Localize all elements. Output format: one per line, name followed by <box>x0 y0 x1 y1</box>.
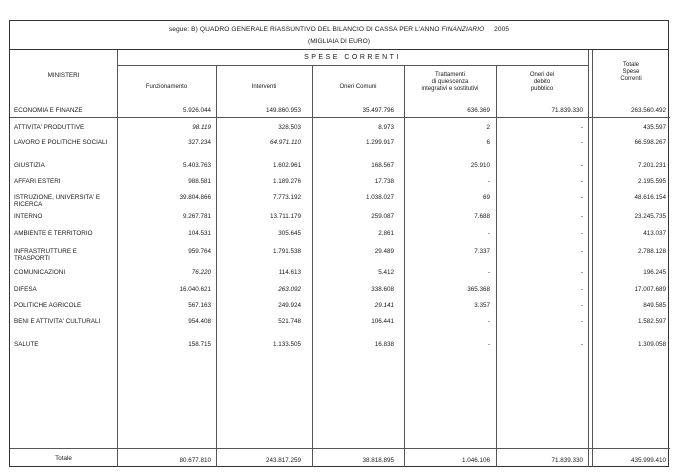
cell-trattamenti: 69 <box>482 194 490 201</box>
cell-trattamenti: 636.369 <box>467 107 490 114</box>
total-funzionamento: 80.677.810 <box>179 457 211 464</box>
cell-funzionamento: 39.804.866 <box>179 194 211 201</box>
cell-oneri-comuni: 16.838 <box>374 341 394 348</box>
table-row <box>10 139 670 155</box>
header-trattamenti-l3: integrativi e sostitutivi <box>421 86 479 92</box>
cell-totale: 196.245 <box>643 269 666 276</box>
row-label: SALUTE <box>14 341 39 348</box>
cell-funzionamento: 76.220 <box>191 269 211 276</box>
row-label: BENI E ATTIVITA' CULTURALI <box>14 318 101 325</box>
totals-row <box>10 453 670 469</box>
total-oneri-debito: 71.839.330 <box>551 457 583 464</box>
cell-oneri-debito: - <box>580 162 583 169</box>
cell-funzionamento: 954.408 <box>188 318 211 325</box>
header-oneri-comuni: Oneri Comuni <box>339 84 377 90</box>
cell-oneri-debito: - <box>580 194 583 201</box>
table-row <box>10 213 670 229</box>
row-label: INFRASTRUTTURE E TRASPORTI <box>14 248 77 262</box>
cell-trattamenti: - <box>487 269 490 276</box>
totals-label: Totale <box>55 455 72 462</box>
cell-oneri-comuni: 29.489 <box>374 248 394 255</box>
table-grid <box>9 50 669 467</box>
cell-interventi: 1.133.505 <box>272 341 301 348</box>
cell-oneri-comuni: 338.608 <box>371 286 394 293</box>
header-totale-l3: Correnti <box>620 76 642 82</box>
row-label: POLITICHE AGRICOLE <box>14 302 82 309</box>
header-ministeri: MINISTERI <box>47 72 80 79</box>
cell-oneri-comuni: 17.738 <box>374 178 394 185</box>
cell-funzionamento: 5.926.044 <box>182 107 211 114</box>
header-interventi: Interventi <box>251 84 277 90</box>
row-label: GIUSTIZIA <box>14 162 45 169</box>
cell-interventi: 521.748 <box>278 318 301 325</box>
cell-interventi: 263.092 <box>278 286 301 293</box>
spese-correnti-rule <box>117 65 588 66</box>
cell-funzionamento: 16.040.621 <box>179 286 211 293</box>
header-trattamenti-l2: di quiescenza <box>431 79 469 85</box>
table-title <box>10 26 668 33</box>
cell-funzionamento: 959.764 <box>188 248 211 255</box>
row-label: AFFARI ESTERI <box>14 178 61 185</box>
cell-trattamenti: - <box>487 341 490 348</box>
cell-totale: 849.585 <box>643 302 666 309</box>
cell-oneri-debito: - <box>580 269 583 276</box>
cell-oneri-comuni: 8.973 <box>378 124 394 131</box>
cell-funzionamento: 567.163 <box>188 302 211 309</box>
header-oneri-debito-l2: debito <box>533 79 551 85</box>
cell-trattamenti: 7.337 <box>474 248 490 255</box>
cell-totale: 263.560.492 <box>630 107 666 114</box>
total-interventi: 243.817.259 <box>265 457 301 464</box>
cell-interventi: 305.645 <box>278 230 301 237</box>
cell-funzionamento: 327.234 <box>188 139 211 146</box>
row-label: LAVORO E POLITICHE SOCIALI <box>14 139 108 146</box>
total-trattamenti: 1.046.106 <box>461 457 490 464</box>
cell-funzionamento: 988.581 <box>188 178 211 185</box>
cell-oneri-comuni: 35.497.796 <box>362 107 394 114</box>
table-row <box>10 230 670 246</box>
cell-oneri-comuni: 168.567 <box>371 162 394 169</box>
cell-trattamenti: 7.688 <box>474 213 490 220</box>
cell-trattamenti: - <box>487 318 490 325</box>
cell-oneri-comuni: 1.038.027 <box>365 194 394 201</box>
header-totale-l1: Totale <box>622 62 639 68</box>
table-row <box>10 318 670 334</box>
table-row <box>10 248 670 264</box>
title-box <box>9 20 669 50</box>
title-italic: FINANZIARIO <box>441 26 485 33</box>
table-row <box>10 178 670 194</box>
cell-oneri-debito: - <box>580 213 583 220</box>
cell-totale: 7.201.231 <box>637 162 666 169</box>
row-label: ECONOMIA E FINANZE <box>14 107 83 114</box>
cell-interventi: 64.971.110 <box>269 139 301 146</box>
cell-funzionamento: 158.715 <box>188 341 211 348</box>
cell-totale: 2.195.595 <box>637 178 666 185</box>
cell-trattamenti: 3.357 <box>474 302 490 309</box>
totals-rule <box>10 448 670 449</box>
cell-interventi: 1.189.276 <box>272 178 301 185</box>
row-label: ATTIVITA' PRODUTTIVE <box>14 124 85 131</box>
header-oneri-debito-l1: Oneri del <box>529 72 555 78</box>
row-label: COMUNICAZIONI <box>14 269 66 276</box>
cell-funzionamento: 104.531 <box>188 230 211 237</box>
table-row <box>10 124 670 140</box>
cell-totale: 23.245.735 <box>634 213 666 220</box>
cell-oneri-debito: - <box>580 248 583 255</box>
cell-oneri-comuni: 29.141 <box>374 302 394 309</box>
table-row <box>10 341 670 357</box>
table-row <box>10 107 670 123</box>
table-row <box>10 286 670 302</box>
row-label: ISTRUZIONE, UNIVERSITA' E RICERCA <box>14 194 101 208</box>
cell-totale: 17.007.689 <box>634 286 666 293</box>
budget-table-sheet <box>9 20 669 467</box>
cell-oneri-debito: - <box>580 341 583 348</box>
cell-oneri-comuni: 1.299.917 <box>365 139 394 146</box>
cell-funzionamento: 98.119 <box>192 124 211 131</box>
cell-totale: 413.037 <box>643 230 666 237</box>
header-totale <box>592 62 670 83</box>
cell-trattamenti: 365.368 <box>467 286 490 293</box>
cell-totale: 435.597 <box>643 124 666 131</box>
cell-oneri-debito: - <box>580 139 583 146</box>
total-totale: 435.999.410 <box>630 457 666 464</box>
cell-trattamenti: 25.910 <box>470 162 490 169</box>
cell-trattamenti: - <box>487 230 490 237</box>
cell-oneri-debito: - <box>580 302 583 309</box>
cell-totale: 66.598.267 <box>634 139 666 146</box>
header-spese-correnti: SPESE CORRENTI <box>304 54 401 61</box>
cell-oneri-debito: - <box>580 286 583 293</box>
cell-interventi: 114.613 <box>278 269 301 276</box>
header-oneri-debito <box>496 72 588 93</box>
cell-trattamenti: - <box>487 178 490 185</box>
cell-totale: 2.788.128 <box>637 248 666 255</box>
header-totale-l2: Spese <box>622 69 640 75</box>
cell-oneri-comuni: 2.861 <box>378 230 394 237</box>
cell-trattamenti: 2 <box>486 124 490 131</box>
title-year: 2005 <box>494 26 510 33</box>
table-row <box>10 162 670 178</box>
cell-interventi: 13.711.179 <box>269 213 301 220</box>
header-trattamenti <box>404 72 496 93</box>
table-row <box>10 194 670 210</box>
cell-interventi: 249.924 <box>278 302 301 309</box>
row-label: DIFESA <box>14 286 37 293</box>
cell-totale: 1.582.597 <box>637 318 666 325</box>
total-oneri-comuni: 38.818.895 <box>362 457 394 464</box>
cell-interventi: 7.773.192 <box>272 194 301 201</box>
cell-oneri-comuni: 5.412 <box>378 269 394 276</box>
cell-oneri-debito: 71.839.330 <box>551 107 583 114</box>
cell-oneri-debito: - <box>580 124 583 131</box>
cell-trattamenti: 6 <box>486 139 490 146</box>
header-oneri-debito-l3: pubblico <box>530 86 554 92</box>
cell-interventi: 1.791.538 <box>272 248 301 255</box>
cell-interventi: 328.503 <box>278 124 301 131</box>
row-label: INTERNO <box>14 213 43 220</box>
table-row <box>10 302 670 318</box>
cell-interventi: 149.860.953 <box>265 107 301 114</box>
cell-oneri-comuni: 106.441 <box>371 318 394 325</box>
table-subtitle: (MIGLIAIA DI EURO) <box>308 38 370 45</box>
cell-funzionamento: 5.403.763 <box>182 162 211 169</box>
cell-oneri-debito: - <box>580 318 583 325</box>
cell-totale: 1.309.058 <box>637 341 666 348</box>
header-funzionamento: Funzionamento <box>145 84 188 90</box>
cell-interventi: 1.602.961 <box>272 162 301 169</box>
row-label: AMBIENTE E TERRITORIO <box>14 230 93 237</box>
cell-funzionamento: 9.267.781 <box>182 213 211 220</box>
cell-oneri-comuni: 259.087 <box>371 213 394 220</box>
title-prefix: segue: B) QUADRO GENERALE RIASSUNTIVO DEL BILANCIO DI CASSA PER L'ANNO <box>168 26 440 33</box>
table-row <box>10 269 670 285</box>
cell-oneri-debito: - <box>580 178 583 185</box>
cell-totale: 48.616.154 <box>634 194 666 201</box>
cell-oneri-debito: - <box>580 230 583 237</box>
header-trattamenti-l1: Trattamenti <box>434 72 466 78</box>
